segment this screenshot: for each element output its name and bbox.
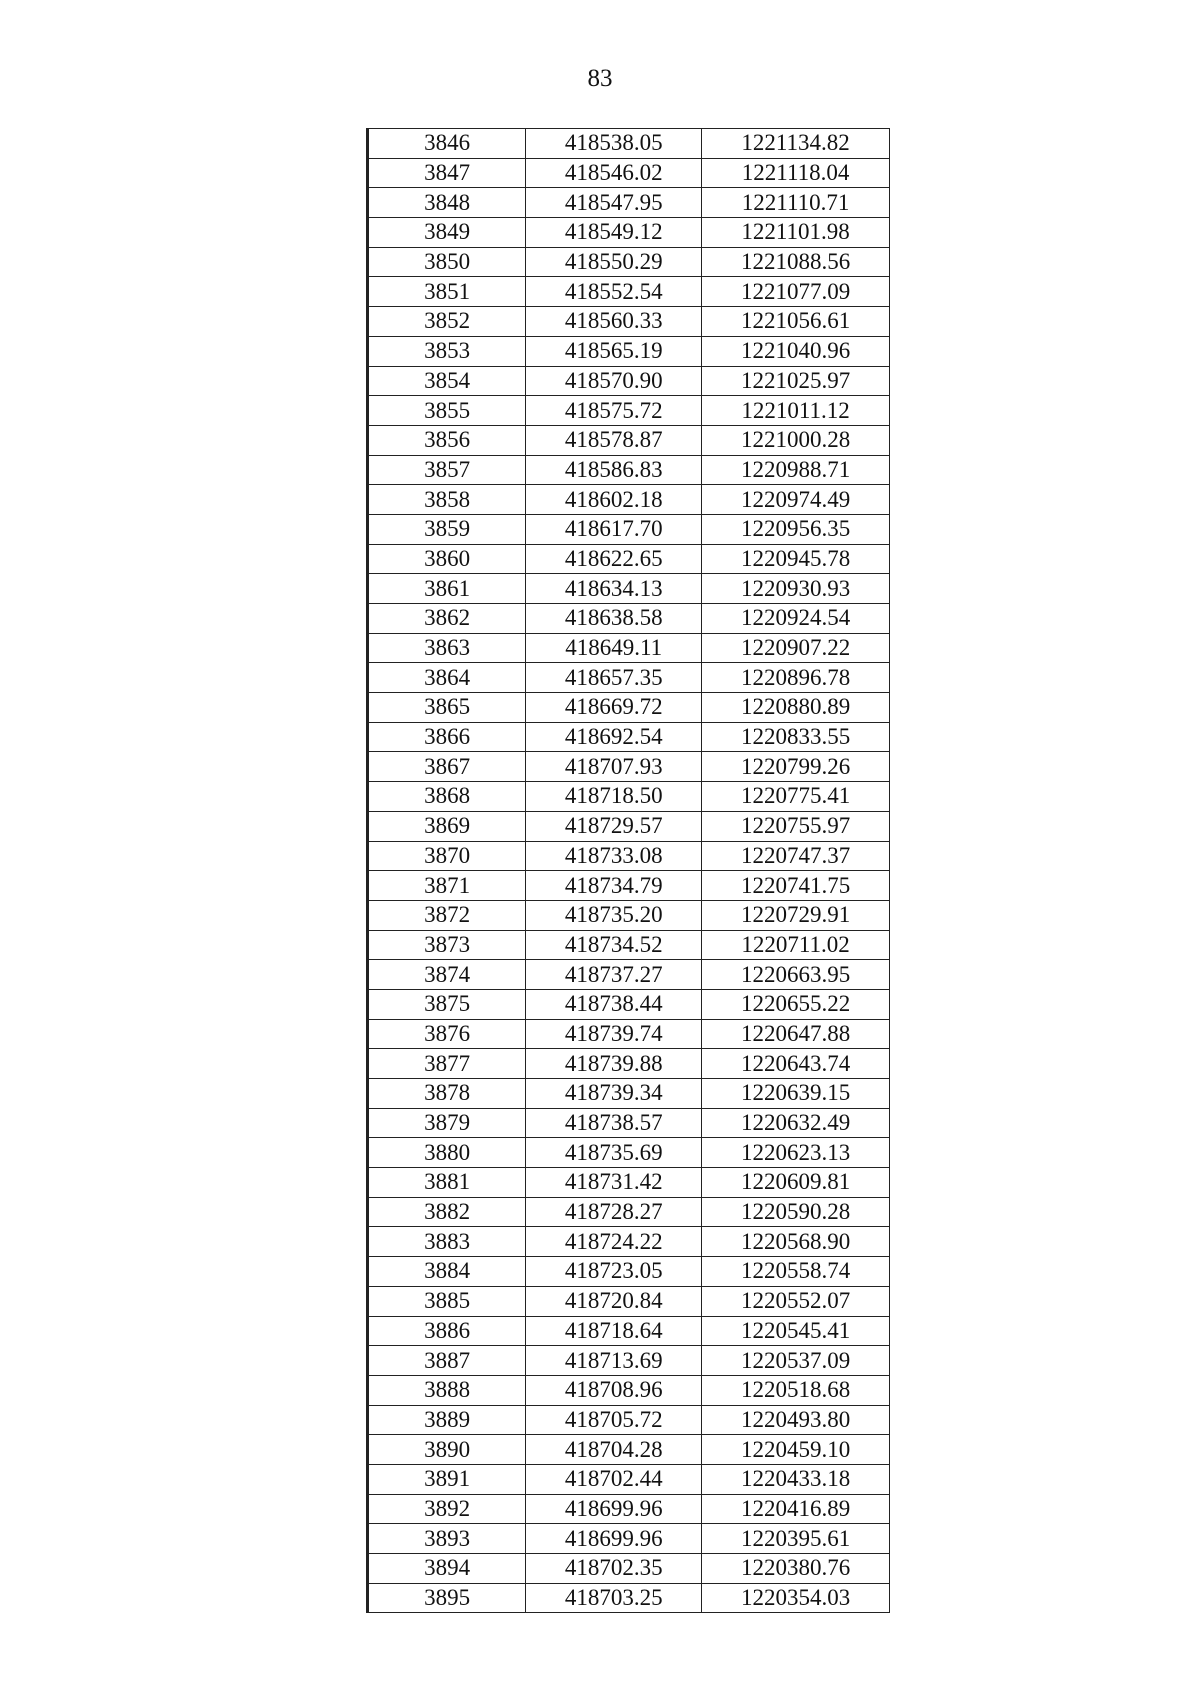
y-coordinate-cell: 1220907.22 (702, 633, 890, 663)
x-coordinate-cell: 418570.90 (526, 366, 702, 396)
table-row (368, 811, 890, 841)
point-number-cell: 3868 (368, 782, 526, 812)
point-number-cell: 3882 (368, 1197, 526, 1227)
x-coordinate-cell: 418707.93 (526, 752, 702, 782)
x-coordinate-cell: 418734.79 (526, 871, 702, 901)
y-coordinate-cell: 1220568.90 (702, 1227, 890, 1257)
y-coordinate-cell: 1221101.98 (702, 218, 890, 248)
x-coordinate-cell: 418731.42 (526, 1168, 702, 1198)
y-coordinate-cell: 1220896.78 (702, 663, 890, 693)
table-row (368, 1464, 890, 1494)
table-row (368, 693, 890, 723)
y-coordinate-cell: 1220395.61 (702, 1524, 890, 1554)
y-coordinate-cell: 1220747.37 (702, 841, 890, 871)
table-row (368, 1168, 890, 1198)
table-row (368, 633, 890, 663)
x-coordinate-cell: 418729.57 (526, 811, 702, 841)
x-coordinate-cell: 418738.44 (526, 989, 702, 1019)
table-row (368, 307, 890, 337)
table-row (368, 960, 890, 990)
x-coordinate-cell: 418586.83 (526, 455, 702, 485)
point-number-cell: 3870 (368, 841, 526, 871)
table-row (368, 1554, 890, 1584)
point-number-cell: 3894 (368, 1554, 526, 1584)
table-row (368, 188, 890, 218)
table-row (368, 1019, 890, 1049)
point-number-cell: 3853 (368, 336, 526, 366)
table-row (368, 871, 890, 901)
table-row (368, 752, 890, 782)
point-number-cell: 3863 (368, 633, 526, 663)
point-number-cell: 3850 (368, 247, 526, 277)
point-number-cell: 3855 (368, 396, 526, 426)
point-number-cell: 3886 (368, 1316, 526, 1346)
y-coordinate-cell: 1220945.78 (702, 544, 890, 574)
table-row (368, 158, 890, 188)
page-number: 83 (587, 65, 613, 92)
y-coordinate-cell: 1220755.97 (702, 811, 890, 841)
point-number-cell: 3854 (368, 366, 526, 396)
table-row (368, 277, 890, 307)
x-coordinate-cell: 418739.34 (526, 1079, 702, 1109)
x-coordinate-cell: 418718.50 (526, 782, 702, 812)
point-number-cell: 3846 (368, 129, 526, 159)
point-number-cell: 3856 (368, 425, 526, 455)
table-row (368, 218, 890, 248)
x-coordinate-cell: 418735.69 (526, 1138, 702, 1168)
point-number-cell: 3884 (368, 1257, 526, 1287)
y-coordinate-cell: 1220663.95 (702, 960, 890, 990)
point-number-cell: 3877 (368, 1049, 526, 1079)
table-row (368, 574, 890, 604)
x-coordinate-cell: 418739.74 (526, 1019, 702, 1049)
x-coordinate-cell: 418708.96 (526, 1375, 702, 1405)
table-row (368, 1316, 890, 1346)
x-coordinate-cell: 418728.27 (526, 1197, 702, 1227)
table-row (368, 722, 890, 752)
point-number-cell: 3872 (368, 900, 526, 930)
table-row (368, 1257, 890, 1287)
point-number-cell: 3852 (368, 307, 526, 337)
y-coordinate-cell: 1221025.97 (702, 366, 890, 396)
y-coordinate-cell: 1220623.13 (702, 1138, 890, 1168)
x-coordinate-cell: 418560.33 (526, 307, 702, 337)
y-coordinate-cell: 1220799.26 (702, 752, 890, 782)
point-number-cell: 3865 (368, 693, 526, 723)
table-row (368, 663, 890, 693)
y-coordinate-cell: 1221077.09 (702, 277, 890, 307)
table-row (368, 336, 890, 366)
point-number-cell: 3862 (368, 604, 526, 634)
x-coordinate-cell: 418718.64 (526, 1316, 702, 1346)
y-coordinate-cell: 1221040.96 (702, 336, 890, 366)
point-number-cell: 3861 (368, 574, 526, 604)
table-row (368, 1583, 890, 1613)
table-row (368, 782, 890, 812)
y-coordinate-cell: 1220416.89 (702, 1494, 890, 1524)
y-coordinate-cell: 1220459.10 (702, 1435, 890, 1465)
point-number-cell: 3879 (368, 1108, 526, 1138)
y-coordinate-cell: 1220433.18 (702, 1464, 890, 1494)
y-coordinate-cell: 1220518.68 (702, 1375, 890, 1405)
y-coordinate-cell: 1220639.15 (702, 1079, 890, 1109)
x-coordinate-cell: 418549.12 (526, 218, 702, 248)
point-number-cell: 3849 (368, 218, 526, 248)
point-number-cell: 3871 (368, 871, 526, 901)
table-row (368, 841, 890, 871)
table-row (368, 1138, 890, 1168)
y-coordinate-cell: 1220380.76 (702, 1554, 890, 1584)
x-coordinate-cell: 418602.18 (526, 485, 702, 515)
y-coordinate-cell: 1221011.12 (702, 396, 890, 426)
point-number-cell: 3866 (368, 722, 526, 752)
y-coordinate-cell: 1220545.41 (702, 1316, 890, 1346)
point-number-cell: 3857 (368, 455, 526, 485)
table-row (368, 1197, 890, 1227)
x-coordinate-cell: 418724.22 (526, 1227, 702, 1257)
x-coordinate-cell: 418704.28 (526, 1435, 702, 1465)
point-number-cell: 3880 (368, 1138, 526, 1168)
x-coordinate-cell: 418733.08 (526, 841, 702, 871)
point-number-cell: 3874 (368, 960, 526, 990)
x-coordinate-cell: 418565.19 (526, 336, 702, 366)
table-row (368, 930, 890, 960)
x-coordinate-cell: 418550.29 (526, 247, 702, 277)
point-number-cell: 3858 (368, 485, 526, 515)
x-coordinate-cell: 418552.54 (526, 277, 702, 307)
y-coordinate-cell: 1221088.56 (702, 247, 890, 277)
y-coordinate-cell: 1220833.55 (702, 722, 890, 752)
x-coordinate-cell: 418617.70 (526, 514, 702, 544)
y-coordinate-cell: 1220647.88 (702, 1019, 890, 1049)
y-coordinate-cell: 1220590.28 (702, 1197, 890, 1227)
table-row (368, 514, 890, 544)
y-coordinate-cell: 1221134.82 (702, 129, 890, 159)
point-number-cell: 3887 (368, 1346, 526, 1376)
point-number-cell: 3888 (368, 1375, 526, 1405)
point-number-cell: 3878 (368, 1079, 526, 1109)
x-coordinate-cell: 418713.69 (526, 1346, 702, 1376)
table-row (368, 1346, 890, 1376)
y-coordinate-cell: 1220711.02 (702, 930, 890, 960)
y-coordinate-cell: 1220880.89 (702, 693, 890, 723)
y-coordinate-cell: 1221056.61 (702, 307, 890, 337)
point-number-cell: 3876 (368, 1019, 526, 1049)
x-coordinate-cell: 418737.27 (526, 960, 702, 990)
table-row (368, 129, 890, 159)
y-coordinate-cell: 1220956.35 (702, 514, 890, 544)
table-row (368, 1108, 890, 1138)
x-coordinate-cell: 418720.84 (526, 1286, 702, 1316)
table-row (368, 1435, 890, 1465)
y-coordinate-cell: 1220632.49 (702, 1108, 890, 1138)
point-number-cell: 3851 (368, 277, 526, 307)
x-coordinate-cell: 418657.35 (526, 663, 702, 693)
x-coordinate-cell: 418669.72 (526, 693, 702, 723)
point-number-cell: 3883 (368, 1227, 526, 1257)
table-row (368, 425, 890, 455)
point-number-cell: 3860 (368, 544, 526, 574)
x-coordinate-cell: 418634.13 (526, 574, 702, 604)
x-coordinate-cell: 418702.35 (526, 1554, 702, 1584)
x-coordinate-cell: 418546.02 (526, 158, 702, 188)
table-row (368, 1286, 890, 1316)
y-coordinate-cell: 1220930.93 (702, 574, 890, 604)
y-coordinate-cell: 1220741.75 (702, 871, 890, 901)
x-coordinate-cell: 418649.11 (526, 633, 702, 663)
table-row (368, 366, 890, 396)
x-coordinate-cell: 418723.05 (526, 1257, 702, 1287)
point-number-cell: 3873 (368, 930, 526, 960)
y-coordinate-cell: 1220609.81 (702, 1168, 890, 1198)
table-row (368, 544, 890, 574)
point-number-cell: 3869 (368, 811, 526, 841)
y-coordinate-cell: 1220655.22 (702, 989, 890, 1019)
x-coordinate-cell: 418622.65 (526, 544, 702, 574)
point-number-cell: 3889 (368, 1405, 526, 1435)
y-coordinate-cell: 1220643.74 (702, 1049, 890, 1079)
y-coordinate-cell: 1220537.09 (702, 1346, 890, 1376)
point-number-cell: 3864 (368, 663, 526, 693)
point-number-cell: 3885 (368, 1286, 526, 1316)
table-row (368, 247, 890, 277)
coordinates-table (366, 128, 890, 1613)
coordinates-table-body (368, 129, 890, 1613)
table-row (368, 989, 890, 1019)
point-number-cell: 3848 (368, 188, 526, 218)
table-row (368, 455, 890, 485)
table-row (368, 604, 890, 634)
x-coordinate-cell: 418735.20 (526, 900, 702, 930)
y-coordinate-cell: 1221000.28 (702, 425, 890, 455)
table-row (368, 396, 890, 426)
y-coordinate-cell: 1220775.41 (702, 782, 890, 812)
point-number-cell: 3881 (368, 1168, 526, 1198)
point-number-cell: 3890 (368, 1435, 526, 1465)
x-coordinate-cell: 418538.05 (526, 129, 702, 159)
y-coordinate-cell: 1220974.49 (702, 485, 890, 515)
x-coordinate-cell: 418638.58 (526, 604, 702, 634)
table-row (368, 485, 890, 515)
y-coordinate-cell: 1220924.54 (702, 604, 890, 634)
point-number-cell: 3875 (368, 989, 526, 1019)
x-coordinate-cell: 418699.96 (526, 1494, 702, 1524)
point-number-cell: 3895 (368, 1583, 526, 1613)
y-coordinate-cell: 1220493.80 (702, 1405, 890, 1435)
point-number-cell: 3847 (368, 158, 526, 188)
point-number-cell: 3893 (368, 1524, 526, 1554)
y-coordinate-cell: 1220558.74 (702, 1257, 890, 1287)
x-coordinate-cell: 418578.87 (526, 425, 702, 455)
table-row (368, 1049, 890, 1079)
y-coordinate-cell: 1220729.91 (702, 900, 890, 930)
table-row (368, 1375, 890, 1405)
x-coordinate-cell: 418699.96 (526, 1524, 702, 1554)
x-coordinate-cell: 418705.72 (526, 1405, 702, 1435)
y-coordinate-cell: 1221118.04 (702, 158, 890, 188)
x-coordinate-cell: 418692.54 (526, 722, 702, 752)
y-coordinate-cell: 1221110.71 (702, 188, 890, 218)
table-row (368, 1227, 890, 1257)
table-row (368, 900, 890, 930)
x-coordinate-cell: 418738.57 (526, 1108, 702, 1138)
point-number-cell: 3892 (368, 1494, 526, 1524)
table-row (368, 1524, 890, 1554)
y-coordinate-cell: 1220354.03 (702, 1583, 890, 1613)
x-coordinate-cell: 418547.95 (526, 188, 702, 218)
point-number-cell: 3867 (368, 752, 526, 782)
y-coordinate-cell: 1220552.07 (702, 1286, 890, 1316)
point-number-cell: 3859 (368, 514, 526, 544)
x-coordinate-cell: 418702.44 (526, 1464, 702, 1494)
x-coordinate-cell: 418739.88 (526, 1049, 702, 1079)
table-row (368, 1494, 890, 1524)
x-coordinate-cell: 418575.72 (526, 396, 702, 426)
table-row (368, 1405, 890, 1435)
point-number-cell: 3891 (368, 1464, 526, 1494)
y-coordinate-cell: 1220988.71 (702, 455, 890, 485)
x-coordinate-cell: 418734.52 (526, 930, 702, 960)
table-row (368, 1079, 890, 1109)
x-coordinate-cell: 418703.25 (526, 1583, 702, 1613)
